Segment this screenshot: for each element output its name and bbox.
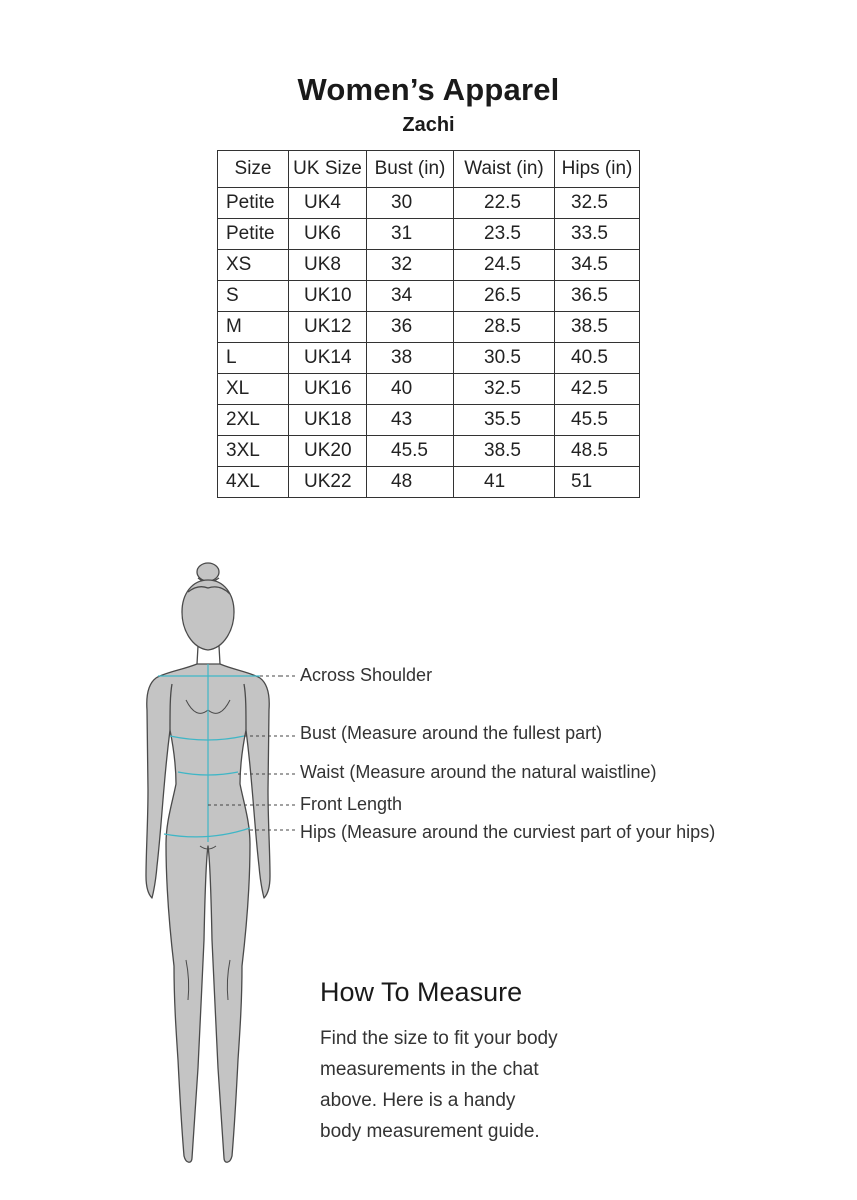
cell-hips: 34.5 — [555, 250, 640, 281]
column-header-bust: Bust (in) — [367, 151, 454, 188]
column-header-hips: Hips (in) — [555, 151, 640, 188]
cell-waist: 30.5 — [454, 343, 555, 374]
cell-uk-size: UK22 — [289, 467, 367, 498]
cell-hips: 48.5 — [555, 436, 640, 467]
table-row — [218, 219, 640, 250]
cell-waist: 32.5 — [454, 374, 555, 405]
cell-uk-size: UK18 — [289, 405, 367, 436]
cell-waist: 26.5 — [454, 281, 555, 312]
cell-uk-size: UK8 — [289, 250, 367, 281]
cell-size: XS — [218, 250, 289, 281]
cell-size: 4XL — [218, 467, 289, 498]
cell-hips: 38.5 — [555, 312, 640, 343]
table-row — [218, 250, 640, 281]
cell-uk-size: UK16 — [289, 374, 367, 405]
cell-size: Petite — [218, 188, 289, 219]
cell-bust: 31 — [367, 219, 454, 250]
table-row — [218, 343, 640, 374]
cell-size: L — [218, 343, 289, 374]
body-measurement-figure — [140, 560, 280, 1170]
cell-uk-size: UK4 — [289, 188, 367, 219]
cell-size: Petite — [218, 219, 289, 250]
cell-hips: 51 — [555, 467, 640, 498]
label-waist: Waist (Measure around the natural waistline) — [300, 762, 657, 782]
table-row — [218, 436, 640, 467]
cell-waist: 35.5 — [454, 405, 555, 436]
cell-uk-size: UK6 — [289, 219, 367, 250]
cell-waist: 23.5 — [454, 219, 555, 250]
cell-uk-size: UK12 — [289, 312, 367, 343]
how-to-measure-text — [320, 1023, 620, 1147]
cell-bust: 38 — [367, 343, 454, 374]
cell-waist: 41 — [454, 467, 555, 498]
cell-waist: 22.5 — [454, 188, 555, 219]
cell-waist: 38.5 — [454, 436, 555, 467]
cell-hips: 33.5 — [555, 219, 640, 250]
cell-hips: 45.5 — [555, 405, 640, 436]
howto-line: Find the size to fit your body — [320, 1028, 558, 1049]
cell-uk-size: UK20 — [289, 436, 367, 467]
cell-size: S — [218, 281, 289, 312]
table-row — [218, 467, 640, 498]
cell-size: M — [218, 312, 289, 343]
column-header-size: Size — [218, 151, 289, 188]
size-chart-table — [217, 150, 640, 498]
table-row — [218, 281, 640, 312]
cell-bust: 36 — [367, 312, 454, 343]
label-across-shoulder: Across Shoulder — [300, 665, 433, 685]
cell-size: XL — [218, 374, 289, 405]
cell-hips: 40.5 — [555, 343, 640, 374]
body-silhouette — [146, 563, 270, 1162]
cell-bust: 48 — [367, 467, 454, 498]
label-front-length: Front Length — [300, 794, 403, 814]
howto-line: body measurement guide. — [320, 1121, 540, 1142]
column-header-waist: Waist (in) — [454, 151, 555, 188]
cell-uk-size: UK10 — [289, 281, 367, 312]
cell-waist: 24.5 — [454, 250, 555, 281]
page-title: Women’s Apparel — [297, 72, 560, 107]
cell-bust: 40 — [367, 374, 454, 405]
cell-bust: 30 — [367, 188, 454, 219]
cell-hips: 42.5 — [555, 374, 640, 405]
cell-bust: 43 — [367, 405, 454, 436]
table-row — [218, 312, 640, 343]
cell-bust: 32 — [367, 250, 454, 281]
column-header-uk-size: UK Size — [289, 151, 367, 188]
cell-bust: 45.5 — [367, 436, 454, 467]
cell-size: 2XL — [218, 405, 289, 436]
table-row — [218, 405, 640, 436]
brand-name: Zachi — [402, 114, 455, 136]
cell-hips: 36.5 — [555, 281, 640, 312]
leader-line-extensions — [280, 660, 302, 860]
table-row — [218, 188, 640, 219]
label-bust: Bust (Measure around the fullest part) — [300, 723, 603, 743]
table-header-row — [218, 151, 640, 188]
cell-hips: 32.5 — [555, 188, 640, 219]
cell-waist: 28.5 — [454, 312, 555, 343]
table-row — [218, 374, 640, 405]
how-to-measure-heading: How To Measure — [320, 977, 523, 1007]
howto-line: above. Here is a handy — [320, 1090, 516, 1111]
cell-bust: 34 — [367, 281, 454, 312]
howto-line: measurements in the chat — [320, 1059, 539, 1080]
label-hips: Hips (Measure around the curviest part of your hips) — [300, 822, 716, 842]
cell-uk-size: UK14 — [289, 343, 367, 374]
cell-size: 3XL — [218, 436, 289, 467]
